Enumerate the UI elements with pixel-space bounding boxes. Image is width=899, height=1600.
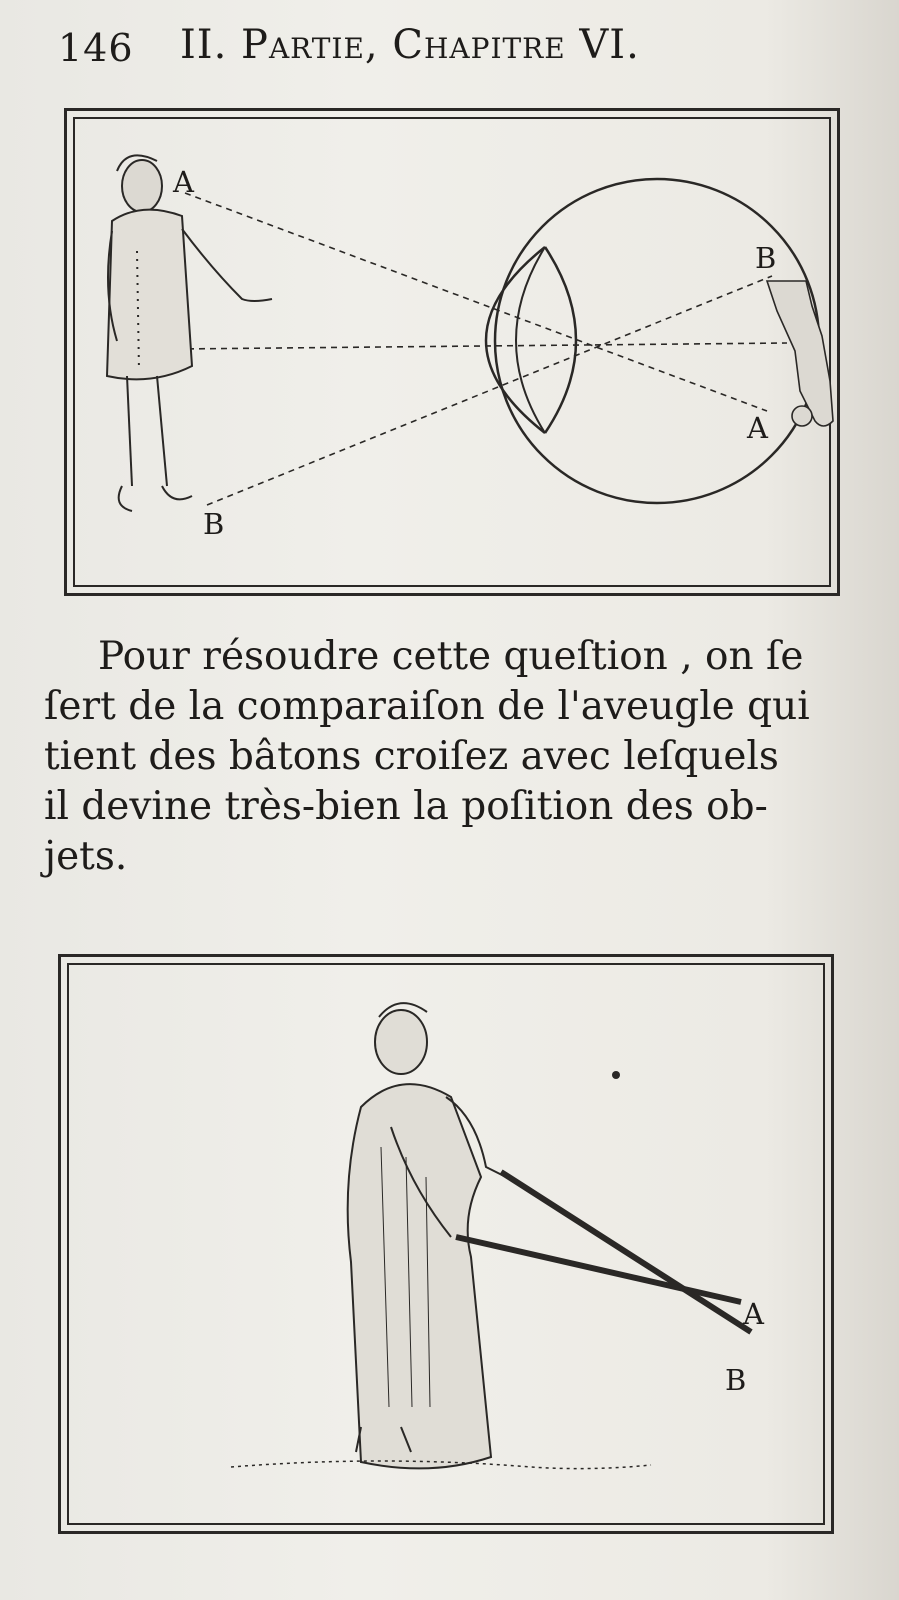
blind-man-plate — [58, 954, 834, 1534]
stick-a — [456, 1237, 741, 1302]
blind-man-illustration — [61, 957, 831, 1531]
text-line-3: tient des bâtons croiſez avec leſquels — [44, 734, 779, 779]
label-observer-foot: B — [203, 507, 225, 541]
running-title: II. Partie, Chapitre VI. — [180, 22, 640, 68]
ink-dot — [612, 1071, 620, 1079]
stick-b — [501, 1172, 751, 1332]
label-stick-b: B — [725, 1363, 747, 1397]
text-line-2: ſert de la comparaiſon de l'aveugle qui — [44, 684, 810, 729]
blind-man-figure — [348, 1003, 506, 1468]
text-line-1: Pour résoudre cette queſtion , on ſe — [98, 634, 804, 679]
standing-man-figure — [107, 155, 272, 511]
eyeball-outline — [495, 179, 819, 503]
eye-diagram-plate — [64, 108, 840, 596]
body-paragraph — [44, 632, 834, 882]
label-observer-head: A — [173, 165, 194, 199]
text-line-4: il devine très-bien la poſition des ob- — [44, 784, 768, 829]
ray-a — [185, 193, 767, 411]
lens-back-curve — [516, 247, 545, 433]
ray-center — [177, 343, 787, 349]
label-image-top: B — [755, 241, 777, 275]
page-number: 146 — [58, 26, 134, 70]
lens-front-curve — [545, 247, 576, 433]
label-stick-a: A — [743, 1297, 764, 1331]
label-image-bottom: A — [747, 411, 768, 445]
ray-b — [207, 276, 772, 505]
page-header — [58, 18, 818, 68]
inverted-image-figure — [767, 281, 833, 426]
text-line-5: jets. — [44, 834, 128, 879]
